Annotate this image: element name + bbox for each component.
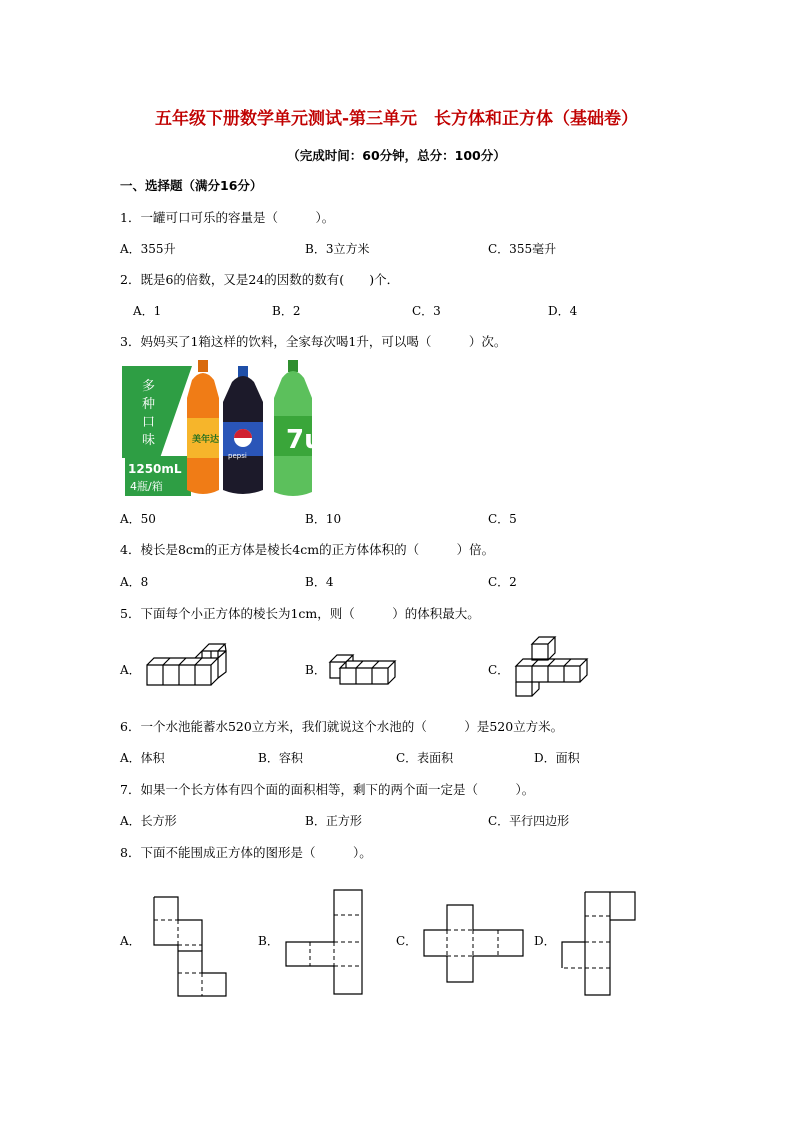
- banner-char-3: 口: [142, 415, 156, 430]
- question-4: 4．棱长是8cm的正方体是棱长4cm的正方体体积的（ ）倍。: [120, 542, 495, 557]
- banner-char-2: 种: [142, 397, 156, 412]
- q8-net-b: [283, 888, 365, 998]
- q4-option-a[interactable]: A．8: [120, 575, 149, 589]
- q3-option-c[interactable]: C．5: [488, 512, 517, 526]
- q7-option-a[interactable]: A．长方形: [120, 814, 177, 828]
- q5-figure-b: [326, 654, 402, 688]
- q6-option-a[interactable]: A．体积: [120, 751, 165, 765]
- q4-option-c[interactable]: C．2: [488, 575, 517, 589]
- question-5: 5．下面每个小正方体的棱长为1cm，则（ ）的体积最大。: [120, 606, 480, 621]
- q2-option-a[interactable]: A．1: [133, 304, 162, 318]
- exam-info: （完成时间：60分钟，总分：100分）: [287, 148, 506, 163]
- q1-option-c[interactable]: C．355毫升: [488, 242, 557, 256]
- q3-option-b[interactable]: B．10: [305, 512, 342, 526]
- q6-option-b[interactable]: B．容积: [258, 751, 303, 765]
- q6-option-c[interactable]: C．表面积: [396, 751, 454, 765]
- q5-option-a[interactable]: A．: [120, 663, 141, 677]
- q5-figure-c: [512, 636, 592, 698]
- question-6: 6．一个水池能蓄水520立方米，我们就说这个水池的（ ）是520立方米。: [120, 719, 564, 734]
- q8-net-d: [560, 890, 638, 996]
- q2-option-b[interactable]: B．2: [272, 304, 301, 318]
- q2-option-d[interactable]: D．4: [548, 304, 578, 318]
- brand-pepsi: pepsi: [228, 452, 247, 460]
- q7-option-c[interactable]: C．平行四边形: [488, 814, 570, 828]
- page-title: 五年级下册数学单元测试-第三单元 长方体和正方体（基础卷）: [154, 109, 639, 129]
- q8-option-d[interactable]: D．: [534, 934, 556, 948]
- section-heading: 一、选择题（满分16分）: [120, 178, 263, 193]
- drink-bottles-image: [122, 358, 342, 498]
- banner-char-4: 味: [142, 433, 156, 448]
- capacity-label: 1250mL: [128, 462, 182, 476]
- brand-mirinda: 美年达: [192, 435, 220, 445]
- q8-net-c: [422, 903, 526, 985]
- q8-net-a: [150, 895, 230, 1000]
- q8-option-a[interactable]: A．: [120, 934, 141, 948]
- question-1: 1．一罐可口可乐的容量是（ ）。: [120, 210, 335, 225]
- q7-option-b[interactable]: B．正方形: [305, 814, 362, 828]
- q1-option-a[interactable]: A．355升: [120, 242, 176, 256]
- q5-option-c[interactable]: C．: [488, 663, 510, 677]
- q5-figure-a: [146, 648, 232, 688]
- q1-option-b[interactable]: B．3立方米: [305, 242, 370, 256]
- q4-option-b[interactable]: B．4: [305, 575, 334, 589]
- q2-option-c[interactable]: C．3: [412, 304, 441, 318]
- q3-option-a[interactable]: A．50: [120, 512, 156, 526]
- banner-char-1: 多: [142, 379, 156, 394]
- q6-option-d[interactable]: D．面积: [534, 751, 580, 765]
- q5-option-b[interactable]: B．: [305, 663, 326, 677]
- count-label: 4瓶/箱: [130, 480, 163, 493]
- q8-option-c[interactable]: C．: [396, 934, 418, 948]
- question-8: 8．下面不能围成正方体的图形是（ ）。: [120, 845, 372, 860]
- question-2: 2．既是6的倍数，又是24的因数的数有( )个．: [120, 272, 400, 287]
- brand-7up: 7up: [286, 425, 342, 455]
- question-3: 3．妈妈买了1箱这样的饮料，全家每次喝1升，可以喝（ ）次。: [120, 334, 507, 349]
- q8-option-b[interactable]: B．: [258, 934, 279, 948]
- question-7: 7．如果一个长方体有四个面的面积相等，剩下的两个面一定是（ ）。: [120, 782, 535, 797]
